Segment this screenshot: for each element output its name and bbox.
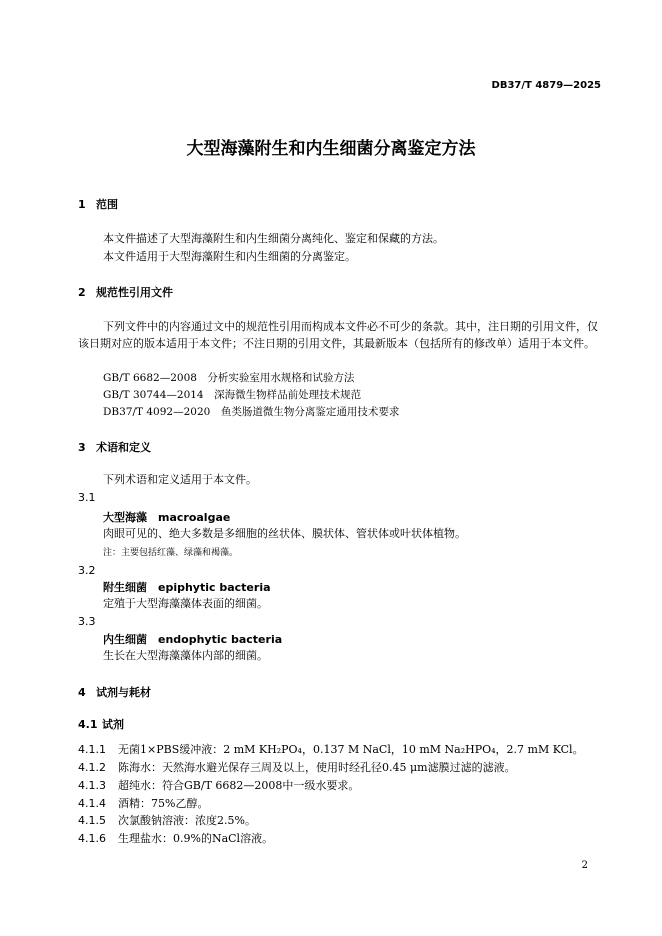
reagent-item	[78, 760, 516, 775]
reference-item: GB/T 30744—2014 深海微生物样品前处理技术规范	[103, 389, 362, 401]
paragraph: 本文件适用于大型海藻附生和内生细菌的分离鉴定。	[103, 250, 356, 263]
item-number: 4.1.5	[78, 814, 106, 827]
term-name: 大型海藻 macroalgae	[103, 511, 231, 524]
term-definition: 定殖于大型海藻藻体表面的细菌。	[103, 597, 268, 610]
subsection-4-1-heading	[78, 716, 124, 732]
reagent-item	[78, 813, 256, 828]
term-number: 3.3	[78, 615, 96, 628]
document-title: 大型海藻附生和内生细菌分离鉴定方法	[186, 139, 476, 159]
section-title: 试剂与耗材	[96, 686, 151, 699]
section-number: 2	[78, 286, 86, 299]
reagent-item	[78, 742, 584, 757]
section-number: 3	[78, 441, 86, 454]
reagent-item	[78, 778, 359, 793]
section-1-heading	[78, 196, 118, 212]
section-3-heading	[78, 439, 151, 455]
paragraph: 下列文件中的内容通过文中的规范性引用而构成本文件必不可少的条款。其中，注日期的引用文件，仅该日期对应的版本适用于本文件；不注日期的引用文件，其最新版本（包括所有的修改单）适用于本文件。	[78, 320, 598, 350]
term-definition: 肉眼可见的、绝大多数是多细胞的丝状体、膜状体、管状体或叶状体植物。	[103, 527, 466, 540]
section-2-heading	[78, 284, 173, 300]
term-name: 附生细菌 epiphytic bacteria	[103, 581, 271, 594]
item-text: 陈海水：天然海水避光保存三周及以上，使用时经孔径0.45 μm滤膜过滤的滤液。	[118, 761, 516, 774]
paragraph: 本文件描述了大型海藻附生和内生细菌分离纯化、鉴定和保藏的方法。	[103, 232, 444, 245]
term-note: 注：主要包括红藻、绿藻和褐藻。	[103, 548, 239, 558]
item-text: 生理盐水：0.9%的NaCl溶液。	[118, 832, 274, 845]
item-number: 4.1.2	[78, 761, 106, 774]
page-number: 2	[581, 860, 588, 871]
item-number: 4.1.1	[78, 743, 106, 756]
reference-item: GB/T 6682—2008 分析实验室用水规格和试验方法	[103, 372, 355, 384]
item-number: 4.1.4	[78, 797, 106, 810]
subsection-title: 试剂	[102, 718, 124, 731]
section-title: 术语和定义	[96, 441, 151, 454]
paragraph: 下列术语和定义适用于本文件。	[103, 473, 257, 486]
subsection-number: 4.1	[78, 718, 98, 731]
section-title: 范围	[96, 198, 118, 211]
reference-item: DB37/T 4092—2020 鱼类肠道微生物分离鉴定通用技术要求	[103, 406, 400, 418]
section-title: 规范性引用文件	[96, 286, 173, 299]
term-number: 3.2	[78, 564, 96, 577]
item-text: 酒精：75%乙醇。	[118, 797, 209, 810]
item-text: 超纯水：符合GB/T 6682—2008中一级水要求。	[118, 779, 360, 792]
reagent-item	[78, 831, 273, 846]
item-number: 4.1.6	[78, 832, 106, 845]
item-text: 无菌1×PBS缓冲液：2 mM KH₂PO₄，0.137 M NaCl，10 mM Na₂HPO₄，2.7 mM KCl。	[118, 743, 584, 756]
section-number: 4	[78, 686, 86, 699]
term-definition: 生长在大型海藻藻体内部的细菌。	[103, 649, 268, 662]
section-number: 1	[78, 198, 86, 211]
term-name: 内生细菌 endophytic bacteria	[103, 633, 283, 646]
reagent-item	[78, 796, 208, 811]
section-4-heading	[78, 684, 151, 700]
term-number: 3.1	[78, 491, 96, 504]
item-text: 次氯酸钠溶液：浓度2.5%。	[118, 814, 256, 827]
item-number: 4.1.3	[78, 779, 106, 792]
standard-code: DB37/T 4879—2025	[491, 80, 601, 91]
